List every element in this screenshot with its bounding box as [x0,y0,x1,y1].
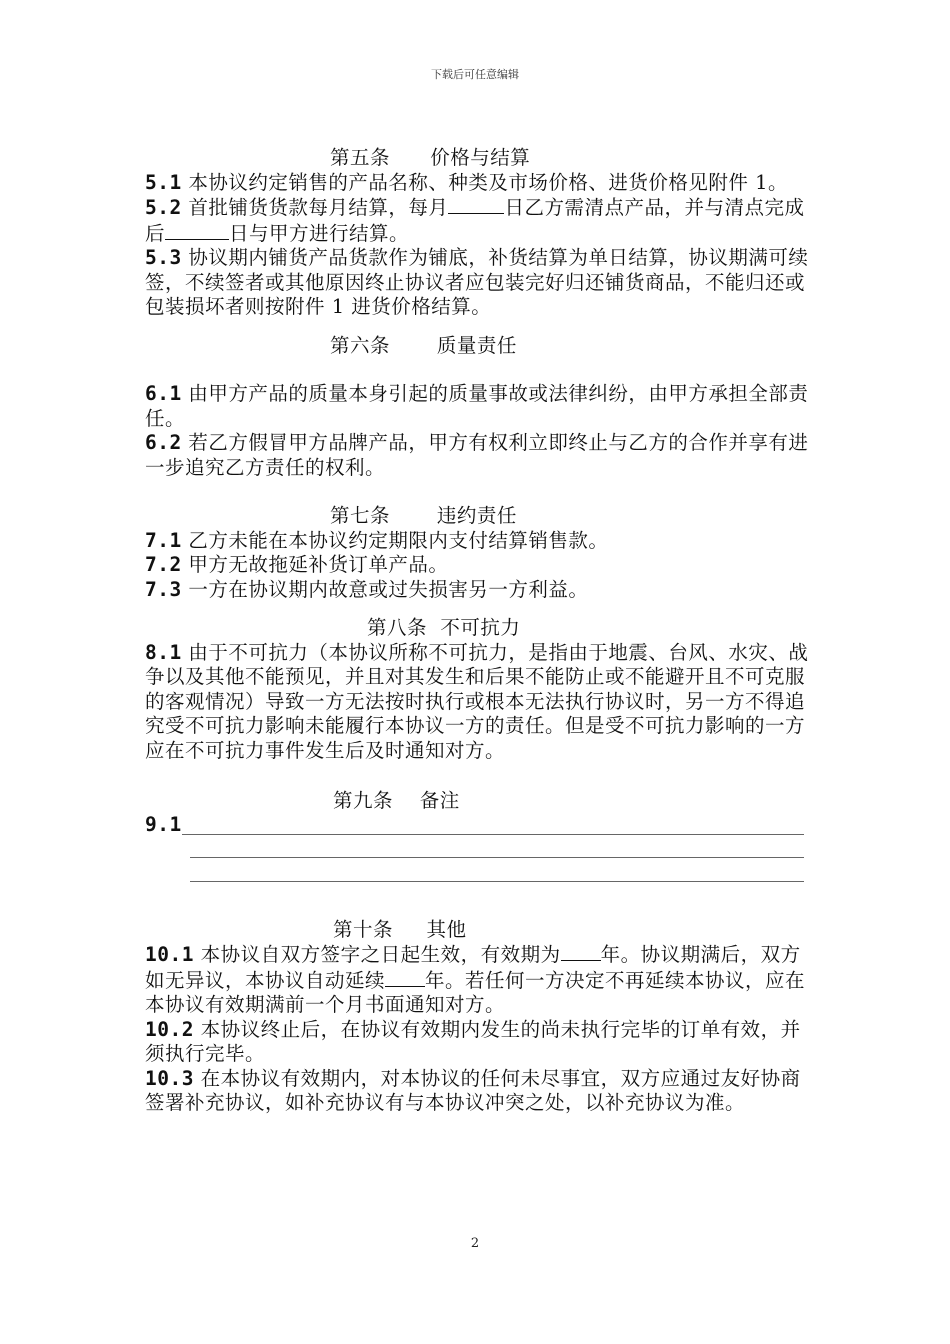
clause-10-3 [145,1067,810,1116]
note-line-1[interactable] [145,814,810,838]
section-6-title: 第六条 质量责任 [330,333,517,357]
clause-number: 10.1 [145,943,194,966]
clause-number: 9.1 [145,813,182,836]
clause-text: 本协议约定销售的产品名称、种类及市场价格、进货价格见附件 1。 [181,170,789,194]
clause-number: 7.3 [145,577,182,601]
page-number: 2 [470,1236,480,1251]
clause-text: 由甲方产品的质量本身引起的质量事故或法律纠纷，由甲方承担全部责任。 [145,382,809,430]
header-note: 下载后可任意编辑 [431,68,519,81]
clause-text: 甲方无故拖延补货订单产品。 [181,553,449,576]
clause-text: 协议期内铺货产品货款作为铺底，补货结算为单日结算，协议期满可续签，不续签者或其他原因终止协议者应包装完好归还铺货商品，不能归还或包装损坏者则按附件 1 进货价格结算。 [145,246,809,318]
note-underline [182,834,804,835]
clause-text: 首批铺货货款每月结算，每月 [181,196,449,219]
note-line-2[interactable] [145,838,810,862]
clause-7-2 [145,553,810,578]
clause-7-3 [145,578,810,603]
section-7-title: 第七条 违约责任 [330,504,517,527]
clause-text: 一方在协议期内故意或过失损害另一方利益。 [181,577,589,601]
clause-number: 6.1 [145,382,182,405]
section-8-title: 第八条 不可抗力 [367,616,521,639]
clause-8-1 [145,641,810,764]
clause-10-2 [145,1018,810,1067]
fill-in-blank[interactable] [165,221,229,240]
clause-number: 10.3 [145,1066,194,1090]
fill-in-blank[interactable] [561,942,601,961]
clause-6-2 [145,431,810,480]
clause-text: 年。协议期满后，双方如无异议，本协议自动延续 [145,943,801,992]
clause-number: 6.2 [145,431,182,454]
clause-number: 7.1 [145,528,182,552]
clause-number: 7.2 [145,553,182,576]
clause-5-3 [145,246,810,320]
clause-5-1 [145,171,810,196]
clause-5-2 [145,195,810,246]
clause-number: 5.3 [145,246,182,269]
section-5-title: 第五条 价格与结算 [330,146,531,169]
note-underline [190,857,804,858]
clause-number: 8.1 [145,640,182,664]
clause-10-1 [145,942,810,1018]
section-10-title: 第十条 其他 [333,917,467,941]
clause-number: 5.1 [145,170,182,194]
clause-number: 10.2 [145,1017,194,1041]
clause-text: 由于不可抗力（本协议所称不可抗力，是指由于地震、台风、水灾、战争以及其他不能预见，并且对其发生和后果不能防止或不能避开且不可克服的客观情况）导致一方无法按时执行或根本无法执行协议时，另一方不得追究受不可抗力影响未能履行本协议一方的责任。但是受不可抗力影响的一方应在不可抗力事件发生后及时通知对方。 [145,640,809,762]
clause-text: 若乙方假冒甲方品牌产品，甲方有权利立即终止与乙方的合作并享有进一步追究乙方责任的权利。 [145,431,809,479]
document-body [145,146,810,1116]
clause-text: 乙方未能在本协议约定期限内支付结算销售款。 [181,528,609,552]
clause-text: 日与甲方进行结算。 [229,221,410,245]
note-line-3[interactable] [145,862,810,886]
clause-text: 本协议终止后，在协议有效期内发生的尚未执行完毕的订单有效，并须执行完毕。 [145,1017,801,1065]
clause-text: 日乙方需清点产品，并与清点完成后 [145,196,805,245]
clause-7-1 [145,529,810,554]
clause-6-1 [145,382,810,431]
section-9-title: 第九条 备注 [333,789,460,812]
note-underline [190,881,804,882]
clause-text: 在本协议有效期内，对本协议的任何未尽事宜，双方应通过友好协商签署补充协议，如补充协议有与本协议冲突之处，以补充协议为准。 [145,1066,801,1114]
clause-text: 年。若任何一方决定不再延续本协议，应在本协议有效期满前一个月书面通知对方。 [145,968,806,1016]
clause-number: 5.2 [145,196,182,219]
fill-in-blank[interactable] [448,195,504,214]
clause-text: 本协议自双方签字之日起生效，有效期为 [193,943,561,966]
fill-in-blank[interactable] [385,968,425,987]
